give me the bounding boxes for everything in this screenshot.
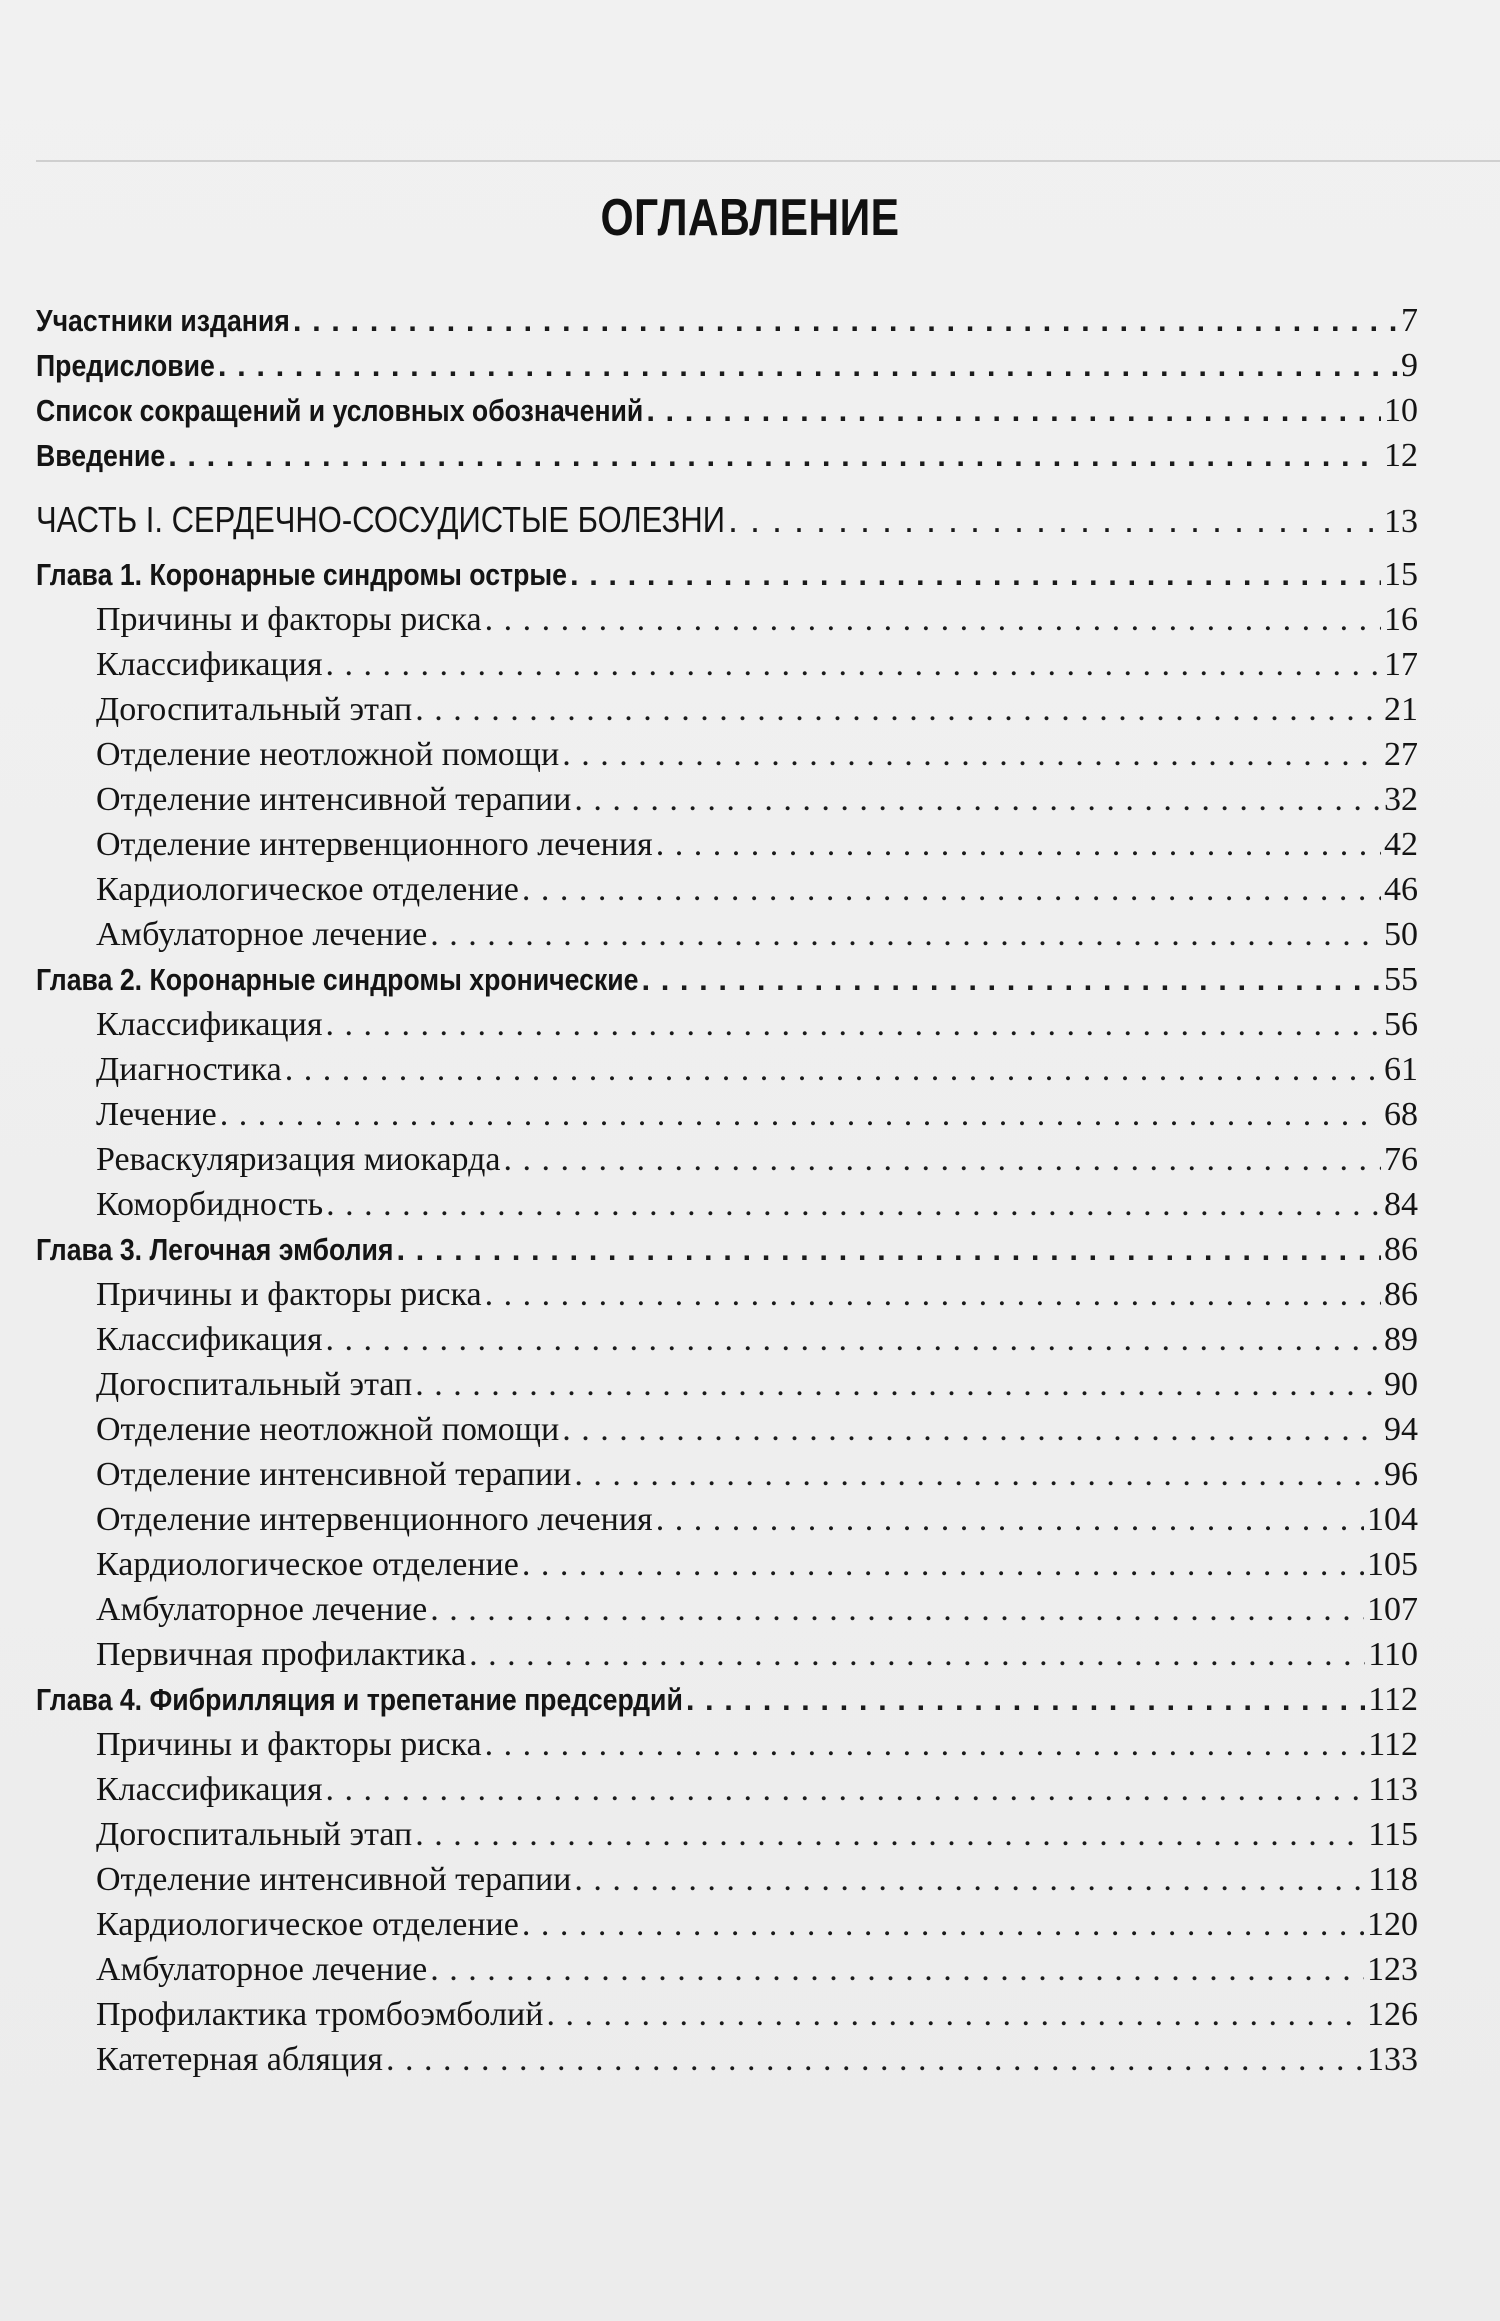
- toc-entry-page-number: 105: [1367, 1546, 1418, 1583]
- toc-entry-title: Классификация: [96, 1771, 323, 1808]
- toc-entry-title: Введение: [36, 438, 166, 473]
- toc-entry-page-number: 126: [1367, 1996, 1418, 2033]
- dot-leader: [285, 1047, 1381, 1092]
- toc-entry-title: Лечение: [96, 1096, 217, 1133]
- toc-entry-section: [36, 1632, 1418, 1677]
- toc-entry-title: Реваскуляризация миокарда: [96, 1141, 501, 1178]
- toc-entry-title: Глава 4. Фибрилляция и трепетание предсердий: [36, 1682, 683, 1717]
- dot-leader: [656, 1497, 1364, 1542]
- dot-leader: [485, 1722, 1366, 1767]
- table-of-contents: [36, 298, 1418, 2082]
- toc-entry-title: Амбулаторное лечение: [96, 916, 428, 953]
- toc-entry-page-number: 90: [1384, 1366, 1418, 1403]
- toc-entry-title: Догоспитальный этап: [96, 1816, 413, 1853]
- toc-entry-title: Догоспитальный этап: [96, 691, 413, 728]
- toc-entry-front: [36, 388, 1418, 433]
- toc-entry-page-number: 13: [1384, 503, 1418, 540]
- toc-entry-section: [36, 822, 1418, 867]
- toc-entry-title: Катетерная абляция: [96, 2041, 383, 2078]
- toc-entry-page-number: 7: [1401, 302, 1418, 339]
- toc-entry-title: Первичная профилактика: [96, 1636, 467, 1673]
- dot-leader: [396, 1227, 1381, 1272]
- toc-entry-title: Отделение интенсивной терапии: [96, 1861, 572, 1898]
- toc-entry-page-number: 15: [1384, 556, 1418, 593]
- toc-entry-title: Причины и факторы риска: [96, 1726, 482, 1763]
- toc-entry-page-number: 89: [1384, 1321, 1418, 1358]
- toc-entry-title: Профилактика тромбоэмболий: [96, 1996, 544, 2033]
- toc-entry-section: [36, 1317, 1418, 1362]
- toc-entry-section: [36, 732, 1418, 777]
- toc-entry-section: [36, 1812, 1418, 1857]
- dot-leader: [430, 1947, 1364, 1992]
- dot-leader: [415, 687, 1381, 732]
- toc-entry-section: [36, 1137, 1418, 1182]
- header-rule: [36, 160, 1500, 162]
- toc-entry-title: Причины и факторы риска: [96, 601, 482, 638]
- toc-entry-part: [36, 478, 1418, 552]
- dot-leader: [326, 1182, 1381, 1227]
- toc-entry-title: ЧАСТЬ I. СЕРДЕЧНО-СОСУДИСТЫЕ БОЛЕЗНИ: [36, 499, 725, 540]
- dot-leader: [522, 1902, 1364, 1947]
- dot-leader: [220, 1092, 1381, 1137]
- toc-entry-chapter: [36, 1227, 1418, 1272]
- toc-entry-title: Отделение интервенционного лечения: [96, 1501, 653, 1538]
- toc-entry-page-number: 104: [1367, 1501, 1418, 1538]
- toc-entry-page-number: 61: [1384, 1051, 1418, 1088]
- toc-entry-section: [36, 867, 1418, 912]
- toc-entry-front: [36, 433, 1418, 478]
- toc-entry-title: Отделение интервенционного лечения: [96, 826, 653, 863]
- dot-leader: [325, 1002, 1381, 1047]
- toc-entry-page-number: 107: [1367, 1591, 1418, 1628]
- toc-entry-section: [36, 1407, 1418, 1452]
- dot-leader: [646, 388, 1381, 433]
- toc-entry-section: [36, 2037, 1418, 2082]
- toc-entry-section: [36, 1767, 1418, 1812]
- toc-entry-page-number: 76: [1384, 1141, 1418, 1178]
- toc-entry-page-number: 50: [1384, 916, 1418, 953]
- toc-entry-section: [36, 1182, 1418, 1227]
- dot-leader: [325, 1317, 1381, 1362]
- toc-entry-page-number: 68: [1384, 1096, 1418, 1133]
- toc-entry-section: [36, 1497, 1418, 1542]
- toc-entry-page-number: 56: [1384, 1006, 1418, 1043]
- dot-leader: [386, 2037, 1364, 2082]
- toc-entry-title: Отделение неотложной помощи: [96, 1411, 560, 1448]
- toc-entry-section: [36, 1857, 1418, 1902]
- toc-entry-page-number: 133: [1367, 2041, 1418, 2078]
- toc-entry-chapter: [36, 1677, 1418, 1722]
- dot-leader: [522, 867, 1381, 912]
- toc-entry-title: Список сокращений и условных обозначений: [36, 393, 644, 428]
- toc-entry-section: [36, 1362, 1418, 1407]
- dot-leader: [574, 777, 1381, 822]
- dot-leader: [415, 1362, 1381, 1407]
- toc-entry-page-number: 123: [1367, 1951, 1418, 1988]
- toc-entry-title: Глава 2. Коронарные синдромы хронические: [36, 962, 639, 997]
- toc-entry-section: [36, 687, 1418, 732]
- dot-leader: [503, 1137, 1381, 1182]
- dot-leader: [574, 1452, 1381, 1497]
- dot-leader: [641, 957, 1381, 1002]
- dot-leader: [686, 1677, 1365, 1722]
- dot-leader: [430, 1587, 1364, 1632]
- toc-entry-title: Амбулаторное лечение: [96, 1951, 428, 1988]
- toc-entry-page-number: 27: [1384, 736, 1418, 773]
- dot-leader: [415, 1812, 1365, 1857]
- toc-entry-page-number: 118: [1368, 1861, 1418, 1898]
- toc-entry-page-number: 84: [1384, 1186, 1418, 1223]
- toc-entry-title: Глава 3. Легочная эмболия: [36, 1232, 394, 1267]
- toc-entry-section: [36, 1542, 1418, 1587]
- toc-entry-section: [36, 1947, 1418, 1992]
- toc-entry-section: [36, 1272, 1418, 1317]
- toc-entry-page-number: 112: [1368, 1681, 1418, 1718]
- toc-entry-title: Отделение интенсивной терапии: [96, 1456, 572, 1493]
- toc-entry-page-number: 42: [1384, 826, 1418, 863]
- toc-entry-title: Глава 1. Коронарные синдромы острые: [36, 557, 567, 592]
- dot-leader: [430, 912, 1381, 957]
- toc-entry-page-number: 86: [1384, 1276, 1418, 1313]
- toc-entry-title: Диагностика: [96, 1051, 282, 1088]
- toc-entry-title: Участники издания: [36, 303, 290, 338]
- toc-entry-page-number: 94: [1384, 1411, 1418, 1448]
- toc-entry-section: [36, 777, 1418, 822]
- toc-entry-page-number: 55: [1384, 961, 1418, 998]
- toc-entry-page-number: 17: [1384, 646, 1418, 683]
- dot-leader: [325, 642, 1381, 687]
- dot-leader: [728, 478, 1381, 562]
- toc-entry-page-number: 10: [1384, 392, 1418, 429]
- toc-entry-title: Отделение неотложной помощи: [96, 736, 560, 773]
- toc-entry-title: Кардиологическое отделение: [96, 1906, 519, 1943]
- toc-entry-section: [36, 1047, 1418, 1092]
- toc-entry-section: [36, 1002, 1418, 1047]
- toc-entry-title: Коморбидность: [96, 1186, 324, 1223]
- toc-entry-chapter: [36, 552, 1418, 597]
- toc-entry-page-number: 21: [1384, 691, 1418, 728]
- toc-entry-section: [36, 1902, 1418, 1947]
- toc-entry-front: [36, 343, 1418, 388]
- toc-entry-section: [36, 1452, 1418, 1497]
- toc-entry-page-number: 9: [1401, 347, 1418, 384]
- dot-leader: [168, 433, 1381, 478]
- toc-entry-page-number: 12: [1384, 437, 1418, 474]
- dot-leader: [218, 343, 1398, 388]
- toc-entry-title: Кардиологическое отделение: [96, 1546, 519, 1583]
- toc-entry-section: [36, 1092, 1418, 1137]
- toc-entry-page-number: 96: [1384, 1456, 1418, 1493]
- toc-entry-page-number: 120: [1367, 1906, 1418, 1943]
- toc-entry-section: [36, 912, 1418, 957]
- toc-entry-chapter: [36, 957, 1418, 1002]
- toc-entry-title: Причины и факторы риска: [96, 1276, 482, 1313]
- dot-leader: [562, 732, 1381, 777]
- dot-leader: [574, 1857, 1365, 1902]
- toc-entry-page-number: 46: [1384, 871, 1418, 908]
- dot-leader: [522, 1542, 1364, 1587]
- toc-entry-front: [36, 298, 1418, 343]
- page-title: ОГЛАВЛЕНИЕ: [600, 189, 900, 247]
- dot-leader: [325, 1767, 1365, 1812]
- dot-leader: [485, 1272, 1381, 1317]
- toc-entry-title: Классификация: [96, 646, 323, 683]
- dot-leader: [293, 298, 1398, 343]
- dot-leader: [562, 1407, 1381, 1452]
- dot-leader: [656, 822, 1381, 867]
- toc-entry-title: Догоспитальный этап: [96, 1366, 413, 1403]
- toc-entry-section: [36, 642, 1418, 687]
- toc-entry-section: [36, 1587, 1418, 1632]
- toc-entry-section: [36, 1992, 1418, 2037]
- toc-entry-title: Отделение интенсивной терапии: [96, 781, 572, 818]
- toc-entry-title: Кардиологическое отделение: [96, 871, 519, 908]
- toc-entry-page-number: 115: [1368, 1816, 1418, 1853]
- dot-leader: [485, 597, 1381, 642]
- toc-entry-page-number: 110: [1368, 1636, 1418, 1673]
- toc-entry-title: Классификация: [96, 1321, 323, 1358]
- dot-leader: [469, 1632, 1365, 1677]
- toc-entry-title: Амбулаторное лечение: [96, 1591, 428, 1628]
- dot-leader: [546, 1992, 1364, 2037]
- toc-entry-page-number: 16: [1384, 601, 1418, 638]
- toc-entry-section: [36, 1722, 1418, 1767]
- toc-entry-page-number: 113: [1368, 1771, 1418, 1808]
- toc-entry-title: Предисловие: [36, 348, 215, 383]
- toc-entry-title: Классификация: [96, 1006, 323, 1043]
- toc-entry-section: [36, 597, 1418, 642]
- toc-entry-page-number: 86: [1384, 1231, 1418, 1268]
- toc-entry-page-number: 112: [1368, 1726, 1418, 1763]
- toc-entry-page-number: 32: [1384, 781, 1418, 818]
